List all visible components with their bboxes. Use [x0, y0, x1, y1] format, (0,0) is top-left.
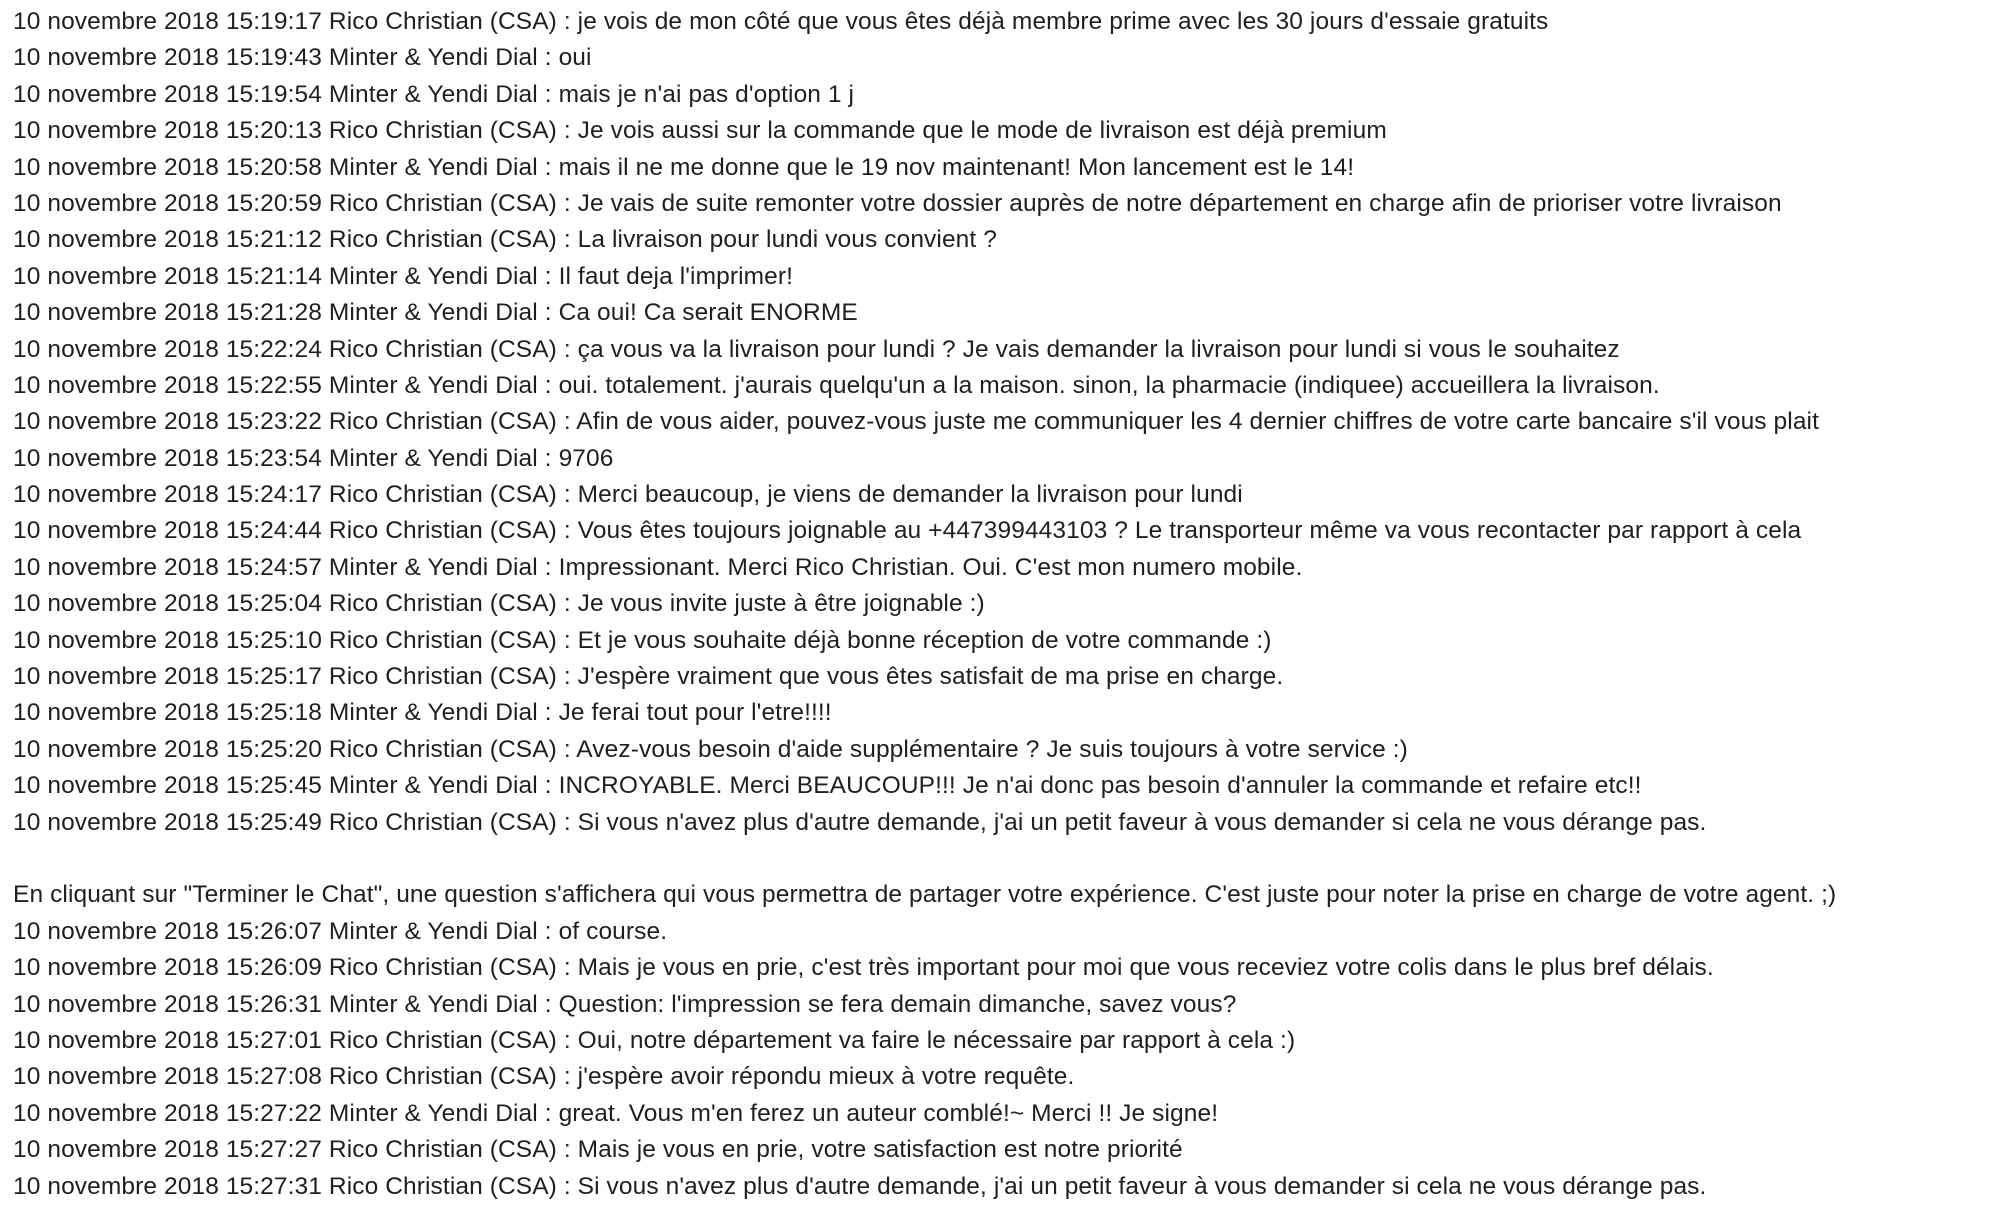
- chat-message: [13, 4, 2010, 40]
- message-separator: :: [537, 699, 559, 727]
- message-sender: Minter & Yendi Dial: [328, 1099, 538, 1127]
- message-text: Avez-vous besoin d'aide supplémentaire ? Je suis toujours à votre service :): [576, 735, 1408, 763]
- chat-message: [13, 77, 2010, 113]
- message-sender: Rico Christian (CSA): [328, 590, 557, 618]
- message-timestamp: 10 novembre 2018 15:27:27: [13, 1136, 322, 1164]
- message-sender: Minter & Yendi Dial: [328, 444, 538, 472]
- message-separator: :: [556, 481, 578, 509]
- message-sender: Rico Christian (CSA): [328, 808, 557, 836]
- message-timestamp: 10 novembre 2018 15:26:09: [13, 954, 322, 982]
- message-timestamp: 10 novembre 2018 15:20:58: [13, 153, 322, 181]
- message-sender: Minter & Yendi Dial: [328, 553, 538, 581]
- message-timestamp: 10 novembre 2018 15:21:12: [13, 226, 322, 254]
- message-text: je vois de mon côté que vous êtes déjà membre prime avec les 30 jours d'essaie gratuits: [577, 8, 1549, 35]
- message-separator: :: [556, 808, 578, 836]
- message-text: Question: l'impression se fera demain dimanche, savez vous?: [558, 990, 1237, 1018]
- message-text: Il faut deja l'imprimer!: [558, 262, 794, 290]
- message-timestamp: 10 novembre 2018 15:25:10: [13, 626, 322, 654]
- message-sender: Minter & Yendi Dial: [328, 371, 538, 399]
- message-separator: :: [556, 517, 578, 545]
- message-text: oui. totalement. j'aurais quelqu'un a la maison. sinon, la pharmacie (indiquee) accueillera la livraison.: [558, 371, 1660, 399]
- message-timestamp: 10 novembre 2018 15:22:55: [13, 371, 322, 399]
- chat-message: [13, 805, 2010, 841]
- message-sender: Minter & Yendi Dial: [328, 153, 538, 181]
- message-sender: Rico Christian (CSA): [328, 1172, 557, 1200]
- message-sender: Minter & Yendi Dial: [328, 80, 538, 108]
- message-text: Afin de vous aider, pouvez-vous juste me communiquer les 4 dernier chiffres de votre carte bancaire s'il vous plait: [576, 408, 1820, 436]
- message-timestamp: 10 novembre 2018 15:25:45: [13, 772, 322, 800]
- message-sender: Rico Christian (CSA): [328, 8, 557, 35]
- message-timestamp: 10 novembre 2018 15:24:17: [13, 481, 322, 509]
- message-text: Si vous n'avez plus d'autre demande, j'ai un petit faveur à vous demander si cela ne vous dérange pas.: [577, 1172, 1707, 1200]
- chat-message: [13, 1169, 2010, 1205]
- chat-message: [13, 1059, 2010, 1095]
- message-text: of course.: [558, 917, 668, 945]
- message-sender: Minter & Yendi Dial: [328, 299, 538, 327]
- message-separator: :: [537, 80, 559, 108]
- message-separator: :: [556, 408, 577, 436]
- chat-message: [13, 1023, 2010, 1059]
- message-sender: Minter & Yendi Dial: [328, 44, 538, 72]
- message-timestamp: 10 novembre 2018 15:25:04: [13, 590, 322, 618]
- message-timestamp: 10 novembre 2018 15:23:22: [13, 408, 322, 436]
- chat-message: [13, 150, 2010, 186]
- message-timestamp: 10 novembre 2018 15:19:54: [13, 80, 322, 108]
- chat-message: [13, 513, 2010, 549]
- message-timestamp: 10 novembre 2018 15:21:28: [13, 299, 322, 327]
- chat-message: [13, 40, 2010, 76]
- chat-message: [13, 768, 2010, 804]
- message-timestamp: 10 novembre 2018 15:20:59: [13, 189, 322, 217]
- chat-message: [13, 732, 2010, 768]
- message-timestamp: 10 novembre 2018 15:25:18: [13, 699, 322, 727]
- message-separator: :: [556, 1063, 578, 1091]
- chat-message: [13, 1132, 2010, 1168]
- message-separator: :: [537, 772, 559, 800]
- message-timestamp: 10 novembre 2018 15:24:44: [13, 517, 322, 545]
- chat-messages-before-notice: [13, 4, 2010, 841]
- message-sender: Rico Christian (CSA): [328, 335, 557, 363]
- message-timestamp: 10 novembre 2018 15:26:31: [13, 990, 322, 1018]
- message-separator: :: [556, 8, 578, 35]
- message-separator: :: [556, 626, 578, 654]
- message-timestamp: 10 novembre 2018 15:27:01: [13, 1026, 322, 1054]
- message-sender: Rico Christian (CSA): [328, 408, 557, 436]
- message-text: Si vous n'avez plus d'autre demande, j'ai un petit faveur à vous demander si cela ne vous dérange pas.: [577, 808, 1707, 836]
- message-sender: Rico Christian (CSA): [328, 735, 557, 763]
- message-timestamp: 10 novembre 2018 15:26:07: [13, 917, 322, 945]
- message-text: Oui, notre département va faire le nécessaire par rapport à cela :): [577, 1026, 1296, 1054]
- message-separator: :: [556, 1136, 578, 1164]
- message-separator: :: [556, 226, 578, 254]
- chat-message: [13, 550, 2010, 586]
- message-text: Je ferai tout pour l'etre!!!!: [558, 699, 832, 727]
- chat-message: [13, 113, 2010, 149]
- message-text: J'espère vraiment que vous êtes satisfait de ma prise en charge.: [577, 663, 1284, 691]
- chat-message: [13, 259, 2010, 295]
- message-separator: :: [556, 189, 578, 217]
- message-separator: :: [556, 335, 578, 363]
- message-text: Ca oui! Ca serait ENORME: [558, 299, 858, 327]
- chat-message: [13, 404, 2010, 440]
- message-sender: Minter & Yendi Dial: [328, 262, 538, 290]
- message-separator: :: [556, 1172, 578, 1200]
- message-timestamp: 10 novembre 2018 15:25:17: [13, 663, 322, 691]
- message-sender: Rico Christian (CSA): [328, 226, 557, 254]
- message-sender: Minter & Yendi Dial: [328, 772, 538, 800]
- message-sender-highlighted: Rico Christian (CSA): [328, 1026, 557, 1054]
- chat-message: [13, 914, 2010, 950]
- message-timestamp: 10 novembre 2018 15:21:14: [13, 262, 322, 290]
- message-separator: :: [537, 553, 559, 581]
- chat-message: [13, 950, 2010, 986]
- message-text: 9706: [558, 444, 614, 472]
- message-sender: Rico Christian (CSA): [328, 663, 557, 691]
- blank-line: [13, 841, 2010, 877]
- message-text: La livraison pour lundi vous convient ?: [577, 226, 997, 254]
- message-sender: Rico Christian (CSA): [328, 1063, 557, 1091]
- chat-message: [13, 186, 2010, 222]
- message-separator: :: [537, 44, 559, 72]
- message-text: mais je n'ai pas d'option 1 j: [558, 80, 855, 108]
- message-text: Je vous invite juste à être joignable :): [577, 590, 985, 618]
- message-sender: Rico Christian (CSA): [328, 626, 557, 654]
- chat-message: [13, 332, 2010, 368]
- chat-message: [13, 1096, 2010, 1132]
- message-separator: :: [556, 954, 578, 982]
- message-text: oui: [558, 44, 592, 72]
- message-text: great. Vous m'en ferez un auteur comblé!~ Merci !! Je signe!: [558, 1099, 1219, 1127]
- message-text: Je vais de suite remonter votre dossier auprès de notre département en charge afin de prioriser votre livraison: [577, 189, 1782, 217]
- message-separator: :: [537, 153, 559, 181]
- message-text: INCROYABLE. Merci BEAUCOUP!!! Je n'ai donc pas besoin d'annuler la commande et refaire etc!!: [558, 772, 1642, 800]
- message-text: Mais je vous en prie, votre satisfaction est notre priorité: [577, 1136, 1183, 1164]
- chat-message: [13, 659, 2010, 695]
- message-timestamp: 10 novembre 2018 15:27:08: [13, 1063, 322, 1091]
- message-separator: :: [556, 117, 578, 145]
- message-sender: Rico Christian (CSA): [328, 1136, 557, 1164]
- chat-messages-after-notice: [13, 914, 2010, 1205]
- message-sender-highlighted: Rico Christian (CSA): [328, 481, 557, 509]
- message-text: ça vous va la livraison pour lundi ? Je vais demander la livraison pour lundi si vous le souhaitez: [577, 335, 1620, 363]
- message-separator: :: [556, 663, 578, 691]
- message-text: Merci beaucoup, je viens de demander la livraison pour lundi: [577, 481, 1243, 509]
- chat-message: [13, 441, 2010, 477]
- message-text: Je vois aussi sur la commande que le mode de livraison est déjà premium: [577, 117, 1387, 145]
- message-separator: :: [537, 917, 559, 945]
- message-separator: :: [537, 990, 559, 1018]
- message-separator: :: [556, 1026, 578, 1054]
- chat-message: [13, 987, 2010, 1023]
- chat-message: [13, 295, 2010, 331]
- chat-message: [13, 368, 2010, 404]
- message-timestamp: 10 novembre 2018 15:19:43: [13, 44, 322, 72]
- message-timestamp: 10 novembre 2018 15:20:13: [13, 117, 322, 145]
- message-separator: :: [537, 444, 559, 472]
- chat-message: [13, 695, 2010, 731]
- message-sender: Minter & Yendi Dial: [328, 990, 538, 1018]
- message-timestamp: 10 novembre 2018 15:27:22: [13, 1099, 322, 1127]
- message-timestamp: 10 novembre 2018 15:25:20: [13, 735, 322, 763]
- message-text: Impressionant. Merci Rico Christian. Oui. C'est mon numero mobile.: [558, 553, 1303, 581]
- message-text: j'espère avoir répondu mieux à votre requête.: [577, 1063, 1075, 1091]
- message-separator: :: [537, 1099, 559, 1127]
- chat-message: [13, 586, 2010, 622]
- message-text: Mais je vous en prie, c'est très important pour moi que vous receviez votre colis dans le plus bref délais.: [577, 954, 1714, 982]
- chat-message: [13, 477, 2010, 513]
- message-sender-highlighted: Rico Christian (CSA): [328, 954, 557, 982]
- message-text: Et je vous souhaite déjà bonne réception de votre commande :): [577, 626, 1272, 654]
- message-timestamp: 10 novembre 2018 15:22:24: [13, 335, 322, 363]
- message-timestamp: 10 novembre 2018 15:25:49: [13, 808, 322, 836]
- message-separator: :: [537, 262, 559, 290]
- message-timestamp: 10 novembre 2018 15:19:17: [13, 8, 322, 35]
- message-timestamp: 10 novembre 2018 15:27:31: [13, 1172, 322, 1200]
- message-timestamp: 10 novembre 2018 15:23:54: [13, 444, 322, 472]
- message-text: Vous êtes toujours joignable au +447399443103 ? Le transporteur même va vous recontacter par rapport à cela: [577, 517, 1802, 545]
- message-timestamp: 10 novembre 2018 15:24:57: [13, 553, 322, 581]
- message-separator: :: [556, 735, 577, 763]
- message-separator: :: [537, 371, 559, 399]
- chat-message: [13, 222, 2010, 258]
- chat-message: [13, 623, 2010, 659]
- message-text: mais il ne me donne que le 19 nov maintenant! Mon lancement est le 14!: [558, 153, 1355, 181]
- message-sender: Rico Christian (CSA): [328, 117, 557, 145]
- message-sender: Rico Christian (CSA): [328, 517, 557, 545]
- message-sender: Minter & Yendi Dial: [328, 917, 538, 945]
- message-sender-highlighted: Rico Christian (CSA): [328, 189, 557, 217]
- message-separator: :: [556, 590, 578, 618]
- message-separator: :: [537, 299, 559, 327]
- end-chat-notice: En cliquant sur "Terminer le Chat", une question s'affichera qui vous permettra de partager votre expérience. C'est juste pour noter la prise en charge de votre agent. ;): [13, 881, 1837, 909]
- message-sender: Minter & Yendi Dial: [328, 699, 538, 727]
